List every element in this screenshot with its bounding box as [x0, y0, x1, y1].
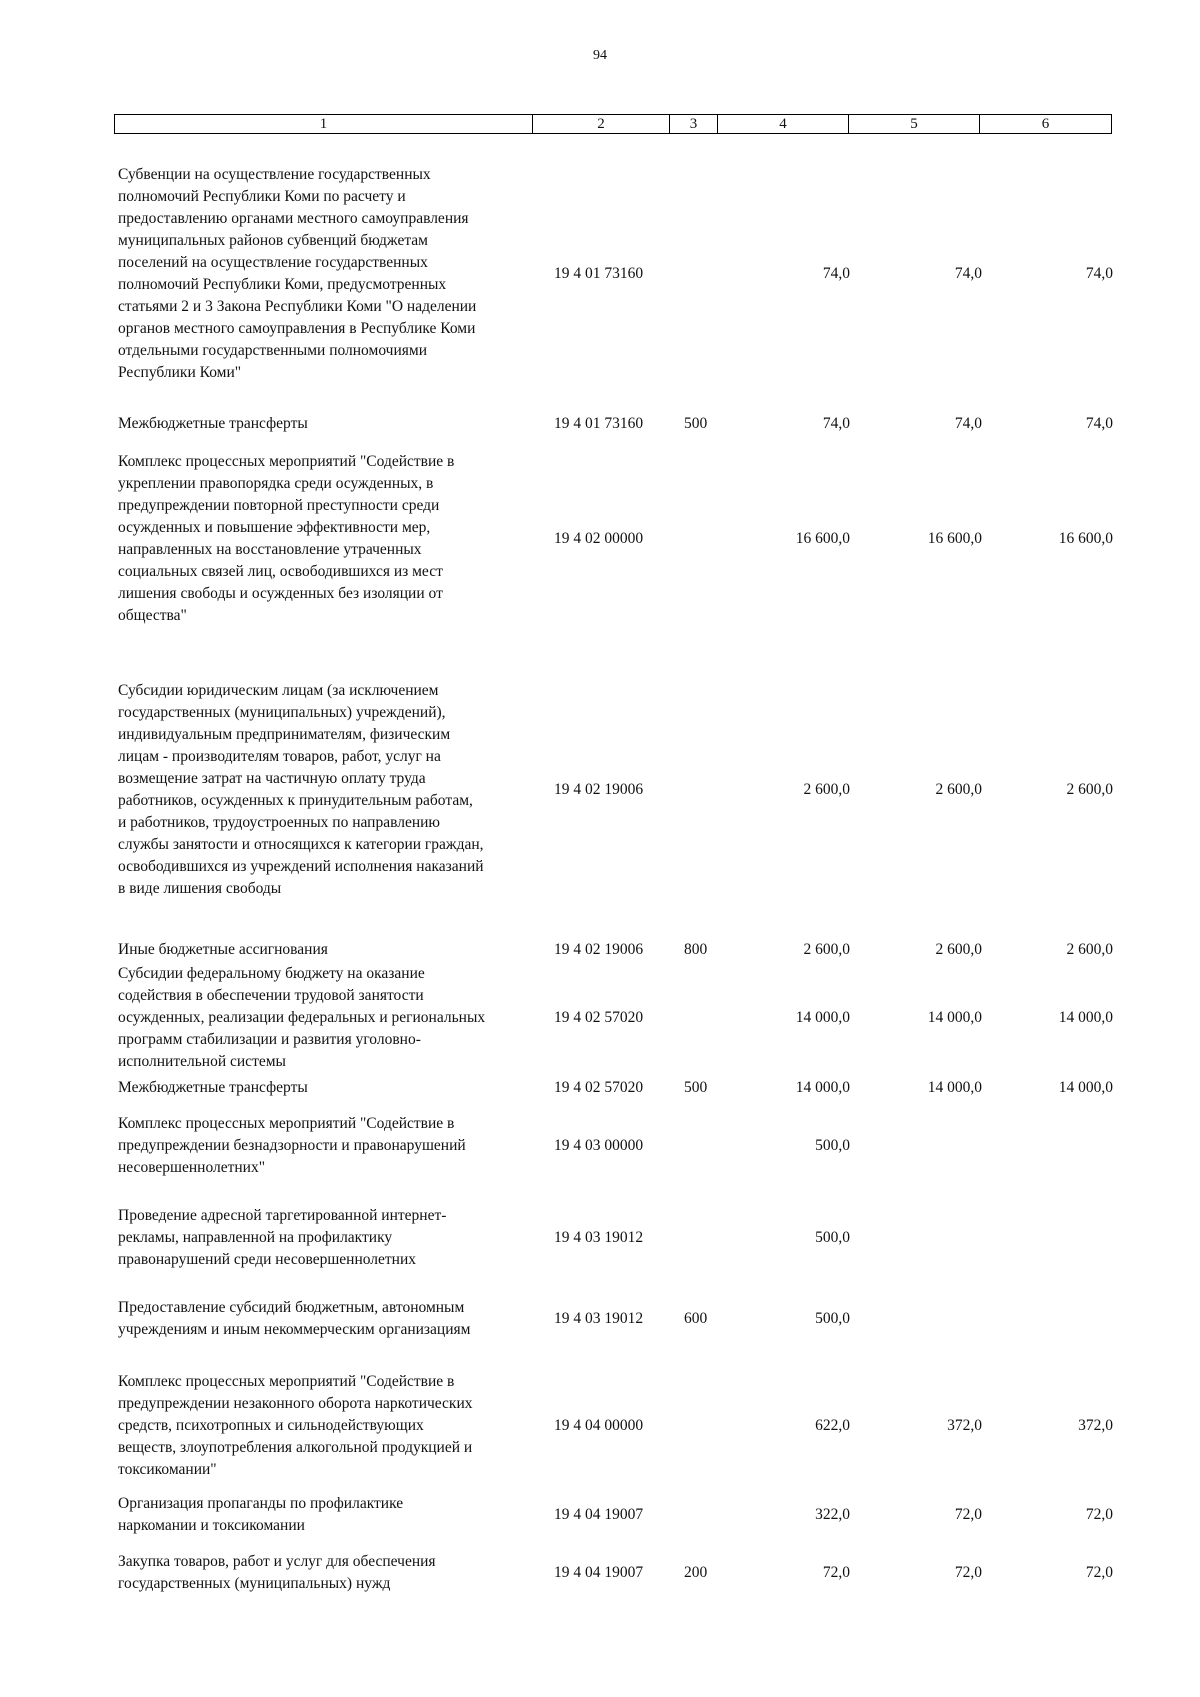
- row-name: Субвенции на осуществление государственных полномочий Республики Коми по расчету и предоставлению органами местного самоуправления муниципальных районов субвенций бюджетам поселений на осуществление государственных полномочий Республики Коми, предусмотренных статьями 2 и 3 Закона Республики Коми "О наделении органов местного самоуправления в Республике Коми отдельными государственными полномочиями Республики Коми": [118, 166, 477, 381]
- row-value-col6: 14 000,0: [1058, 1009, 1113, 1026]
- row-value-col6: 72,0: [1085, 1564, 1113, 1581]
- table-row: [0, 1550, 1200, 1596]
- row-name: Иные бюджетные ассигнования: [118, 941, 328, 958]
- row-value-col4: 14 000,0: [795, 1079, 850, 1096]
- table-row: [0, 1492, 1200, 1538]
- table-row: [0, 451, 1200, 627]
- row-value-col5: 16 600,0: [927, 530, 982, 547]
- row-expense-type: 800: [684, 941, 708, 958]
- row-name: Субсидии юридическим лицам (за исключением государственных (муниципальных) учреждений), индивидуальным предпринимателям, физическим лицам - производителям товаров, работ, услуг на возмещение затрат на частичную оплату труда работников, осужденных к принудительным работам, и работников, трудоустроенных по направлению службы занятости и относящихся к категории граждан, освободившихся из учреждений исполнения наказаний в виде лишения свободы: [118, 682, 484, 897]
- row-name: Комплекс процессных мероприятий "Содействие в укреплении правопорядка среди осужденных, в предупреждении повторной преступности среди осужденных и повышение эффективности мер, направленных на восстановление утраченных социальных связей лиц, освободившихся из мест лишения свободы и осужденных без изоляции от общества": [118, 453, 455, 624]
- table-row: [0, 962, 1200, 1074]
- row-code: 19 4 04 00000: [554, 1417, 644, 1434]
- row-name: Закупка товаров, работ и услуг для обеспечения государственных (муниципальных) нужд: [118, 1553, 436, 1592]
- row-expense-type: 600: [684, 1310, 708, 1327]
- row-value-col5: 74,0: [954, 415, 982, 432]
- row-value-col4: 500,0: [815, 1229, 850, 1246]
- row-value-col6: 2 600,0: [1066, 781, 1113, 798]
- table-row: [0, 1204, 1200, 1272]
- row-code: 19 4 01 73160: [554, 265, 644, 282]
- row-value-col5: 2 600,0: [935, 781, 982, 798]
- table-row: [0, 680, 1200, 900]
- row-name: Межбюджетные трансферты: [118, 415, 308, 432]
- row-value-col6: 16 600,0: [1058, 530, 1113, 547]
- row-expense-type: 500: [684, 415, 708, 432]
- row-value-col4: 72,0: [822, 1564, 850, 1581]
- row-value-col6: 74,0: [1085, 415, 1113, 432]
- row-value-col4: 500,0: [815, 1310, 850, 1327]
- row-code: 19 4 03 19012: [554, 1310, 644, 1327]
- row-code: 19 4 02 19006: [554, 781, 644, 798]
- row-value-col6: 372,0: [1078, 1417, 1113, 1434]
- table-row: [0, 1296, 1200, 1342]
- row-name: Организация пропаганды по профилактике наркомании и токсикомании: [118, 1495, 404, 1534]
- table-row: [0, 412, 1200, 436]
- row-value-col4: 2 600,0: [803, 781, 850, 798]
- row-code: 19 4 03 19012: [554, 1229, 644, 1246]
- row-value-col4: 74,0: [822, 415, 850, 432]
- row-value-col4: 622,0: [815, 1417, 850, 1434]
- row-code: 19 4 02 57020: [554, 1079, 644, 1096]
- row-code: 19 4 04 19007: [554, 1564, 644, 1581]
- row-code: 19 4 02 00000: [554, 530, 644, 547]
- row-name: Предоставление субсидий бюджетным, автономным учреждениям и иным некоммерческим организациям: [118, 1299, 471, 1338]
- table-row: [0, 164, 1200, 384]
- column-header: 6: [980, 115, 1112, 134]
- row-value-col4: 16 600,0: [795, 530, 850, 547]
- row-code: 19 4 03 00000: [554, 1137, 644, 1154]
- row-code: 19 4 02 57020: [554, 1009, 644, 1026]
- row-value-col4: 14 000,0: [795, 1009, 850, 1026]
- row-value-col5: 14 000,0: [927, 1079, 982, 1096]
- row-value-col6: 72,0: [1085, 1506, 1113, 1523]
- row-value-col6: 14 000,0: [1058, 1079, 1113, 1096]
- row-name: Проведение адресной таргетированной интернет- рекламы, направленной на профилактику правонарушений среди несовершеннолетних: [118, 1207, 447, 1268]
- row-expense-type: 500: [684, 1079, 708, 1096]
- row-value-col4: 2 600,0: [803, 941, 850, 958]
- row-value-col5: 72,0: [954, 1564, 982, 1581]
- row-value-col4: 500,0: [815, 1137, 850, 1154]
- row-name: Комплекс процессных мероприятий "Содействие в предупреждении незаконного оборота наркотических средств, психотропных и сильнодействующих веществ, злоупотребления алкогольной продукцией и токсикомании": [118, 1373, 473, 1478]
- page-number: 94: [593, 48, 607, 63]
- row-value-col5: 72,0: [954, 1506, 982, 1523]
- table-row: [0, 1076, 1200, 1100]
- column-header: 4: [718, 115, 849, 134]
- column-header: 5: [849, 115, 980, 134]
- table-row: [0, 938, 1200, 962]
- column-header: 2: [533, 115, 670, 134]
- table-row: [0, 1370, 1200, 1482]
- row-expense-type: 200: [684, 1564, 708, 1581]
- row-value-col5: 74,0: [954, 265, 982, 282]
- row-value-col5: 372,0: [947, 1417, 982, 1434]
- row-value-col6: 2 600,0: [1066, 941, 1113, 958]
- row-value-col5: 2 600,0: [935, 941, 982, 958]
- column-header: 3: [670, 115, 718, 134]
- row-name: Комплекс процессных мероприятий "Содействие в предупреждении безнадзорности и правонарушений несовершеннолетних": [118, 1115, 466, 1176]
- row-value-col4: 322,0: [815, 1506, 850, 1523]
- column-header: 1: [115, 115, 533, 134]
- row-code: 19 4 01 73160: [554, 415, 644, 432]
- row-name: Субсидии федеральному бюджету на оказание содействия в обеспечении трудовой занятости осужденных, реализации федеральных и региональных программ стабилизации и развития уголовно- исполнительной системы: [118, 965, 486, 1070]
- row-code: 19 4 04 19007: [554, 1506, 644, 1523]
- row-name: Межбюджетные трансферты: [118, 1079, 308, 1096]
- row-code: 19 4 02 19006: [554, 941, 644, 958]
- row-value-col5: 14 000,0: [927, 1009, 982, 1026]
- table-row: [0, 1112, 1200, 1180]
- row-value-col4: 74,0: [822, 265, 850, 282]
- row-value-col6: 74,0: [1085, 265, 1113, 282]
